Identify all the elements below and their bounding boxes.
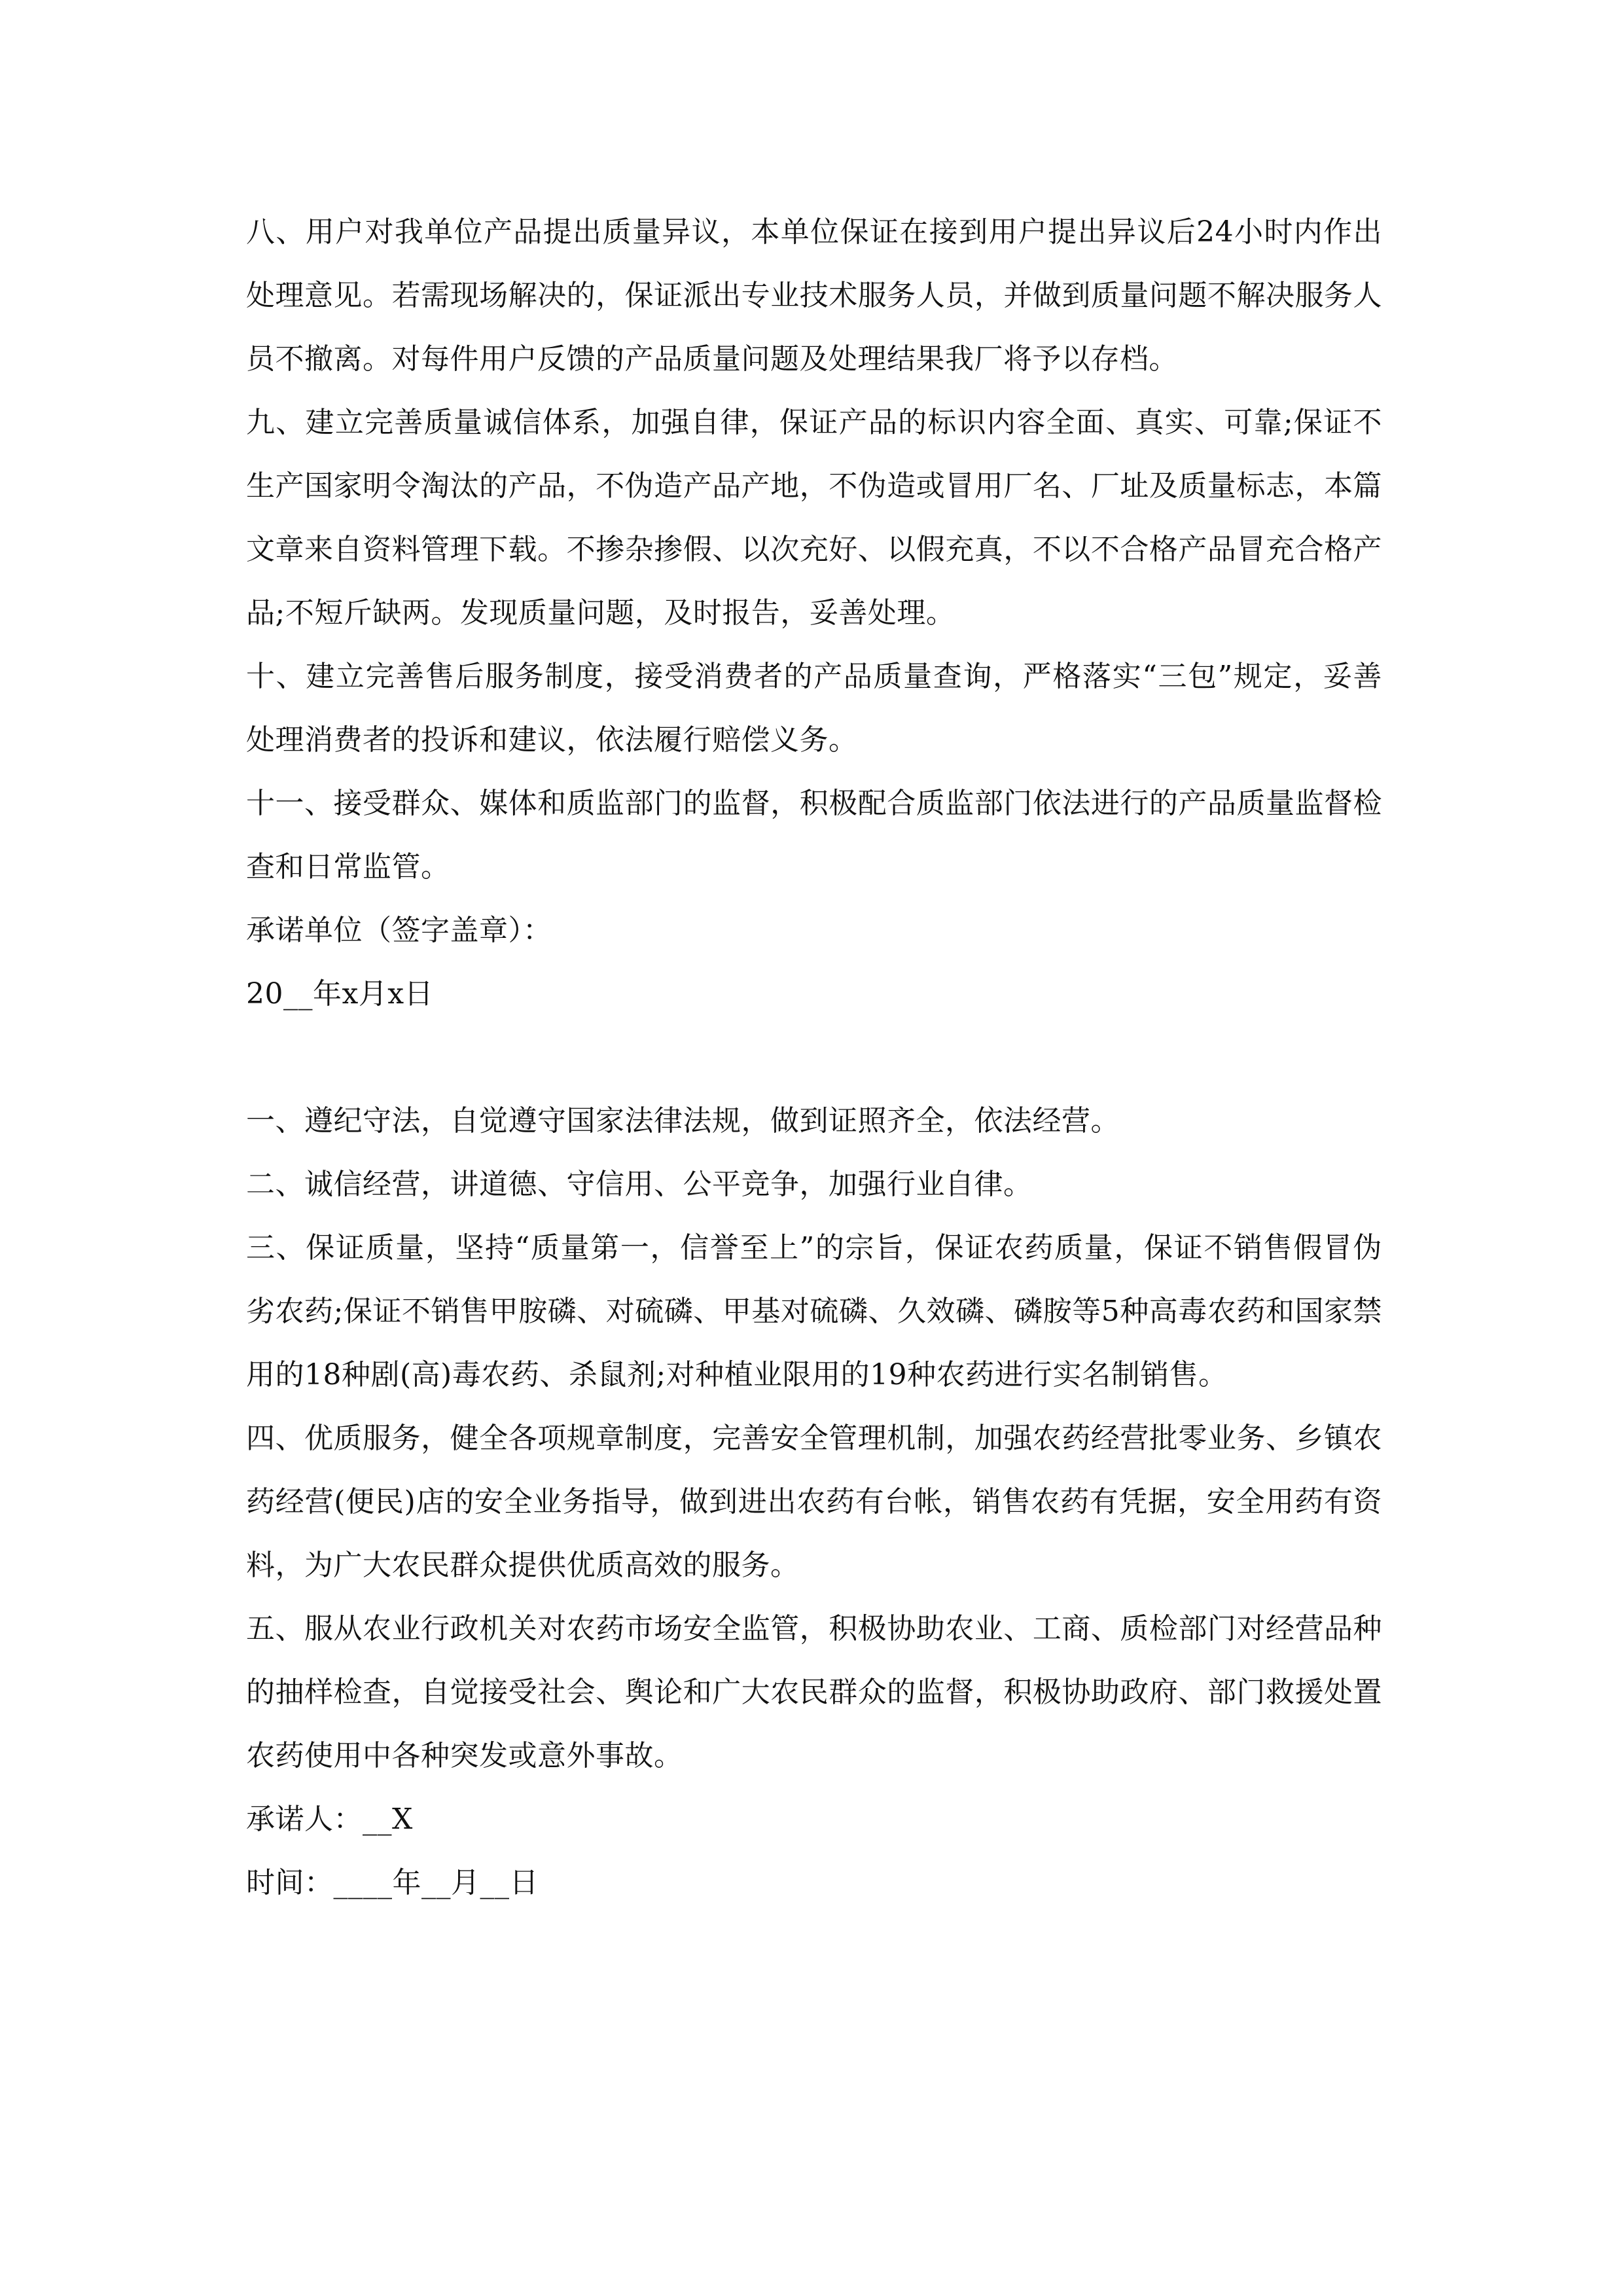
paragraph-item-8: 八、用户对我单位产品提出质量异议，本单位保证在接到用户提出异议后24小时内作出处理意见。若需现场解决的，保证派出专业技术服务人员，并做到质量问题不解决服务人员不撤离。对每件用户反馈的产品质量问题及处理结果我厂将予以存档。 — [246, 215, 1382, 376]
paragraph-item-2: 二、诚信经营，讲道德、守信用、公平竞争，加强行业自律。 — [246, 1168, 1033, 1201]
section-spacer — [246, 1026, 1382, 1089]
paragraph-item-3: 三、保证质量，坚持“质量第一，信誉至上”的宗旨，保证农药质量，保证不销售假冒伪劣农药;保证不销售甲胺磷、对硫磷、甲基对硫磷、久效磷、磷胺等5种高毒农药和国家禁用的18种剧(高)毒农药、杀鼠剂;对种植业限用的19种农药进行实名制销售。 — [246, 1231, 1382, 1391]
signature-label: 承诺单位（签字盖章）： — [246, 914, 552, 947]
time-line: 时间：____年__月__日 — [246, 1866, 539, 1899]
paragraph-item-5: 五、服从农业行政机关对农药市场安全监管，积极协助农业、工商、质检部门对经营品种的抽样检查，自觉接受社会、舆论和广大农民群众的监督，积极协助政府、部门救援处置农药使用中各种突发或意外事故。 — [246, 1612, 1382, 1772]
paragraph-item-11: 十一、接受群众、媒体和质监部门的监督，积极配合质监部门依法进行的产品质量监督检查和日常监管。 — [246, 787, 1382, 884]
document-body — [246, 200, 1382, 1914]
promisor-line: 承诺人：__X — [246, 1803, 413, 1836]
paragraph-item-4: 四、优质服务，健全各项规章制度，完善安全管理机制，加强农药经营批零业务、乡镇农药经营(便民)店的安全业务指导，做到进出农药有台帐，销售农药有凭据，安全用药有资料，为广大农民群众提供优质高效的服务。 — [246, 1422, 1382, 1582]
paragraph-item-10: 十、建立完善售后服务制度，接受消费者的产品质量查询，严格落实“三包”规定，妥善处理消费者的投诉和建议，依法履行赔偿义务。 — [246, 660, 1382, 757]
date-line: 20__年x月x日 — [246, 977, 434, 1011]
paragraph-item-9: 九、建立完善质量诚信体系，加强自律，保证产品的标识内容全面、真实、可靠;保证不生产国家明令淘汰的产品，不伪造产品产地，不伪造或冒用厂名、厂址及质量标志，本篇文章来自资料管理下载。不掺杂掺假、以次充好、以假充真，不以不合格产品冒充合格产品;不短斤缺两。发现质量问题，及时报告，妥善处理。 — [246, 406, 1382, 630]
paragraph-item-1: 一、遵纪守法，自觉遵守国家法律法规，做到证照齐全，依法经营。 — [246, 1104, 1120, 1138]
